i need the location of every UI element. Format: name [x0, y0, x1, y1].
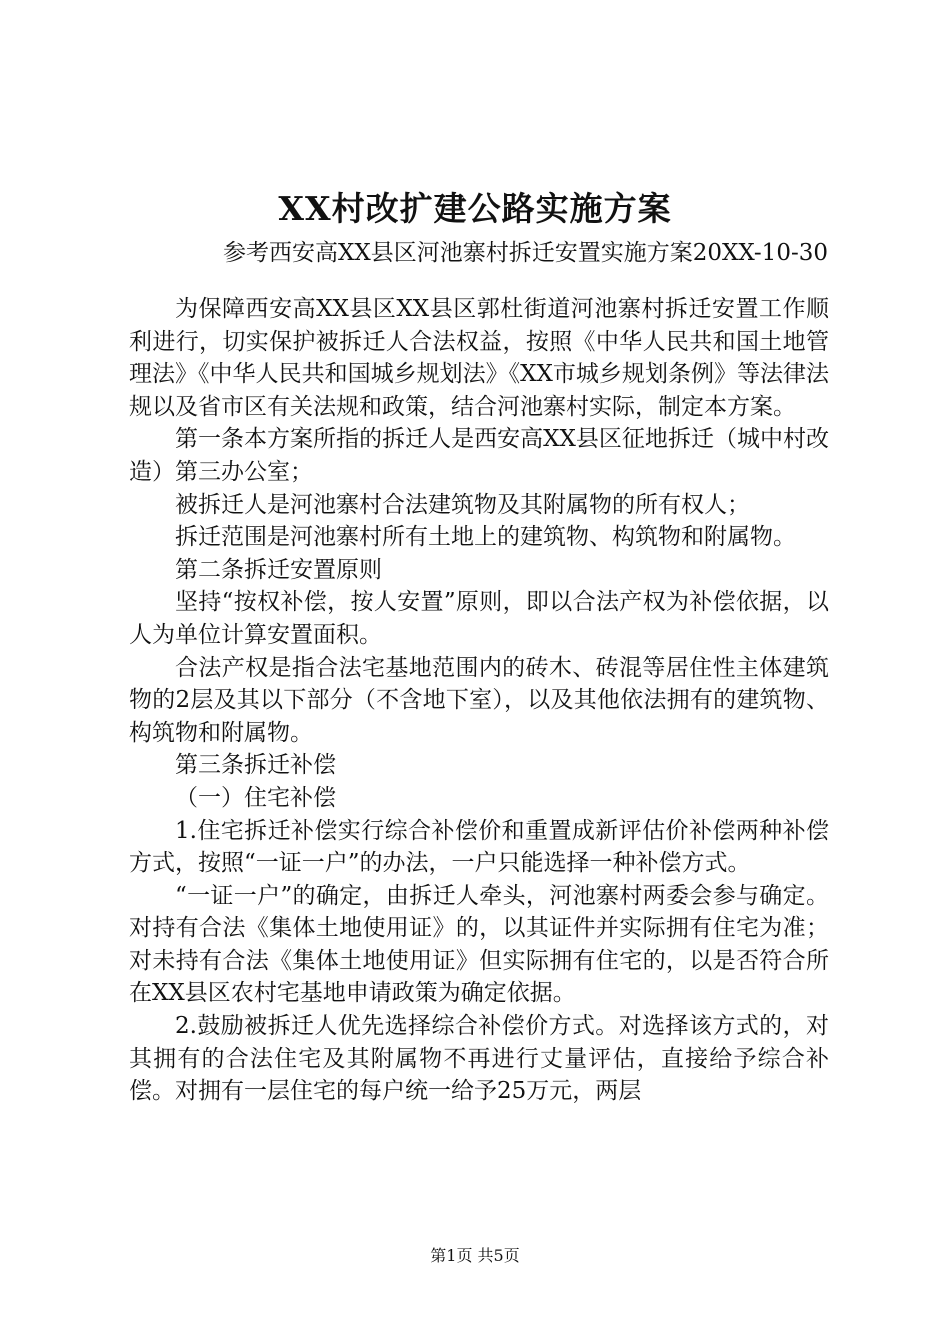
- document-body: [129, 293, 829, 1108]
- paragraph: 合法产权是指合法宅基地范围内的砖木、砖混等居住性主体建筑物的2层及其以下部分（不含地下室），以及其他依法拥有的建筑物、构筑物和附属物。: [129, 654, 829, 746]
- paragraph: 为保障西安高XX县区XX县区郭杜街道河池寨村拆迁安置工作顺利进行，切实保护被拆迁人合法权益，按照《中华人民共和国土地管理法》《中华人民共和国城乡规划法》《XX市城乡规划条例》等法律法规以及省市区有关法规和政策，结合河池寨村实际，制定本方案。: [129, 296, 829, 420]
- paragraph: 坚持“按权补偿，按人安置”原则，即以合法产权为补偿依据，以人为单位计算安置面积。: [129, 589, 829, 648]
- page-footer: 第1页 共5页: [430, 1246, 520, 1265]
- paragraph: 第三条拆迁补偿: [175, 752, 336, 779]
- document-subtitle: 参考西安高XX县区河池寨村拆迁安置实施方案20XX-10-30: [222, 240, 828, 266]
- paragraph: “一证一户”的确定，由拆迁人牵头，河池寨村两委会参与确定。对持有合法《集体土地使用证》的，以其证件并实际拥有住宅为准；对未持有合法《集体土地使用证》但实际拥有住宅的，以是否符合所在XX县区农村宅基地申请政策为确定依据。: [129, 882, 829, 1007]
- paragraph: （一）住宅补偿: [175, 784, 336, 811]
- paragraph: 第一条本方案所指的拆迁人是西安高XX县区征地拆迁（城中村改造）第三办公室；: [129, 426, 829, 485]
- paragraph: 拆迁范围是河池寨村所有土地上的建筑物、构筑物和附属物。: [175, 524, 796, 551]
- paragraph: 2.鼓励被拆迁人优先选择综合补偿价方式。对选择该方式的，对其拥有的合法住宅及其附属物不再进行丈量评估，直接给予综合补偿。对拥有一层住宅的每户统一给予25万元，两层: [129, 1013, 829, 1105]
- paragraph: 1.住宅拆迁补偿实行综合补偿价和重置成新评估价补偿两种补偿方式，按照“一证一户”的办法，一户只能选择一种补偿方式。: [129, 817, 829, 877]
- paragraph: 第二条拆迁安置原则: [175, 556, 382, 583]
- paragraph: 被拆迁人是河池寨村合法建筑物及其附属物的所有权人；: [175, 491, 750, 518]
- document-title: XX村改扩建公路实施方案: [278, 189, 672, 228]
